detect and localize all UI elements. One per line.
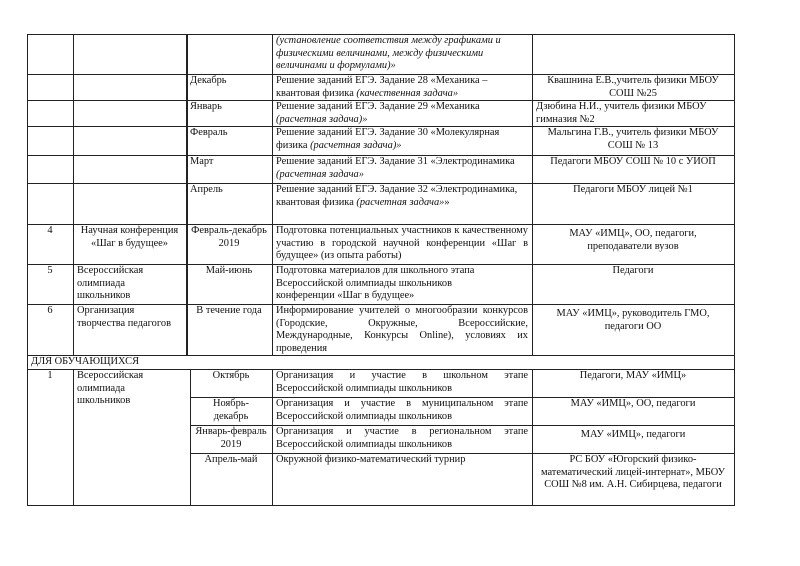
content-italic: (расчетная задача» bbox=[356, 196, 445, 208]
event-cell: Организация творчества педагогов bbox=[77, 305, 171, 329]
period-cell: В течение года bbox=[196, 305, 262, 316]
month-cell: Декабрь bbox=[190, 75, 227, 86]
row-divider bbox=[27, 126, 735, 127]
event-cell: Научная конференция «Шаг в будущее» bbox=[80, 225, 179, 249]
table-border bbox=[27, 505, 735, 506]
row-divider bbox=[27, 224, 735, 225]
content-cell bbox=[272, 126, 532, 155]
month-cell: Февраль bbox=[190, 127, 228, 138]
responsible-cell: МАУ «ИМЦ», ОО, педагоги, преподаватели вузов bbox=[569, 228, 697, 252]
responsible-cell: Педагоги МБОУ СОШ № 10 с УИОП bbox=[550, 156, 716, 167]
row-divider bbox=[190, 425, 735, 426]
column-divider bbox=[272, 369, 273, 505]
content-cell bbox=[272, 100, 532, 126]
content-cell bbox=[272, 155, 532, 183]
table-border bbox=[734, 34, 735, 506]
table-border bbox=[27, 34, 735, 35]
period-cell: Февраль-декабрь 2019 bbox=[191, 225, 267, 249]
column-divider bbox=[186, 34, 188, 355]
content-cell bbox=[272, 183, 532, 224]
content-cell: Окружной физико-математический турнир bbox=[276, 454, 466, 465]
row-divider bbox=[27, 304, 735, 305]
responsible-cell: РС БОУ «Югорский физико-математический лицей-интернат», МБОУ СОШ №8 им. А.Н. Сибирцева, педагоги bbox=[540, 454, 726, 491]
column-divider bbox=[272, 34, 273, 355]
responsible-cell: МАУ «ИМЦ», ОО, педагоги bbox=[570, 398, 696, 409]
responsible-cell: Педагоги, МАУ «ИМЦ» bbox=[579, 370, 687, 381]
responsible-cell: Педагоги МБОУ лицей №1 bbox=[573, 184, 693, 195]
row-divider bbox=[27, 369, 735, 370]
event-cell: Всероссийская олимпиада школьников bbox=[77, 370, 144, 407]
period-cell: Май-июнь bbox=[205, 265, 253, 276]
responsible-cell: Мальгина Г.В., учитель физики МБОУ СОШ № 13 bbox=[547, 127, 719, 151]
content-cell: (установление соответствия между графиками и физическими величинами, между физическими величинами и формулами)» bbox=[276, 35, 501, 72]
row-divider bbox=[27, 74, 735, 75]
responsible-cell: Квашнина Е.В.,учитель физики МБОУ СОШ №25 bbox=[547, 75, 719, 99]
month-cell: Март bbox=[190, 156, 214, 167]
month-cell: Апрель bbox=[190, 184, 223, 195]
table-border bbox=[27, 34, 28, 506]
content-italic: (расчетная задача)» bbox=[310, 139, 402, 151]
content-italic: (расчетная задача» bbox=[276, 168, 364, 180]
content-cell: Информирование учителей о многообразии конкурсов (Городские, Окружные, Всероссийские, Международные, Конкурсы Online), условиях их проведения bbox=[276, 305, 528, 354]
responsible-cell bbox=[532, 34, 734, 74]
row-divider bbox=[27, 355, 735, 356]
row-divider bbox=[190, 453, 735, 454]
content-cell: Подготовка материалов для школьного этапа Всероссийской олимпиады школьников конференции «Шаг в будущее» bbox=[276, 265, 475, 302]
section-header: ДЛЯ ОБУЧАЮЩИХСЯ bbox=[31, 356, 140, 367]
content-text: Решение заданий ЕГЭ. Задание 30 «Молекулярная физика bbox=[276, 127, 500, 151]
table-row bbox=[186, 34, 272, 74]
period-cell: Октябрь bbox=[212, 370, 250, 381]
column-divider bbox=[532, 34, 533, 355]
row-divider bbox=[27, 100, 735, 101]
content-text: Решение заданий ЕГЭ. Задание 32 «Электродинамика, квантовая физика bbox=[276, 184, 518, 208]
row-divider bbox=[27, 183, 735, 184]
month-cell: Январь bbox=[190, 101, 222, 112]
content-cell: Подготовка потенциальных участников к качественному участию в городской научной конференции «Шаг в будущее» (из опыта работы) bbox=[276, 225, 528, 262]
row-divider bbox=[27, 264, 735, 265]
responsible-cell: Педагоги bbox=[612, 265, 654, 276]
row-number: 5 bbox=[47, 265, 53, 276]
content-cell bbox=[272, 74, 532, 100]
content-italic: (расчетная задача)» bbox=[276, 113, 368, 125]
period-cell: Апрель-май bbox=[204, 454, 258, 465]
content-text: Решение заданий ЕГЭ. Задание 29 «Механика bbox=[276, 101, 480, 112]
content-cell: Организация и участие в муниципальном этапе Всероссийской олимпиады школьников bbox=[276, 398, 528, 422]
column-divider bbox=[532, 369, 533, 505]
row-number: 6 bbox=[47, 305, 53, 316]
content-text: » bbox=[444, 196, 450, 208]
column-divider bbox=[73, 369, 74, 505]
responsible-cell: Дзюбина Н.И., учитель физики МБОУ гимназия №2 bbox=[536, 101, 707, 125]
content-cell: Организация и участие в школьном этапе Всероссийской олимпиады школьников bbox=[276, 370, 528, 394]
row-divider bbox=[190, 397, 735, 398]
period-cell: Январь-февраль 2019 bbox=[195, 426, 267, 450]
content-cell: Организация и участие в региональном этапе Всероссийской олимпиады школьников bbox=[276, 426, 528, 450]
column-divider bbox=[190, 369, 191, 505]
content-text: Решение заданий ЕГЭ. Задание 28 «Механика – квантовая физика bbox=[276, 75, 488, 99]
row-divider bbox=[27, 155, 735, 156]
period-cell: Ноябрь-декабрь bbox=[213, 398, 249, 422]
column-divider bbox=[73, 34, 74, 355]
responsible-cell: МАУ «ИМЦ», педагоги bbox=[580, 429, 686, 440]
row-number: 1 bbox=[47, 370, 53, 381]
row-number: 4 bbox=[47, 225, 53, 236]
content-italic: (качественная задача» bbox=[356, 87, 459, 99]
content-text: Решение заданий ЕГЭ. Задание 31 «Электродинамика bbox=[276, 156, 515, 167]
responsible-cell: МАУ «ИМЦ», руководитель ГМО, педагоги ОО bbox=[556, 308, 710, 332]
event-cell: Всероссийская олимпиада школьников bbox=[77, 265, 144, 302]
